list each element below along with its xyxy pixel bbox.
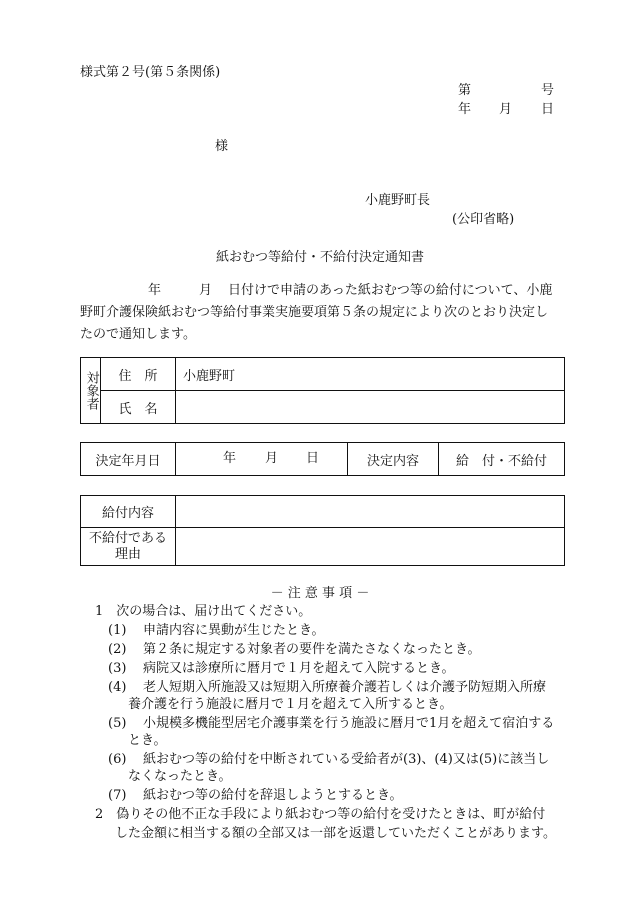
note-sub-5-text-2: とき。 — [128, 733, 167, 748]
name-value — [176, 391, 565, 424]
note-sub-5-text-1: 小規模多機能型居宅介護事業を行う施設に暦月で1月を超えて宿泊する — [143, 716, 555, 731]
note-sub-4-text-1: 老人短期入所施設又は短期入所療養介護若しくは介護予防短期入所療 — [143, 680, 547, 695]
notes-item-2-line-1: 2 偽りその他不正な手段により紙おむつ等の給付を受けたときは、町が給付 — [95, 807, 546, 822]
document-title: 紙おむつ等給付・不給付決定通知書 — [215, 250, 424, 265]
non-benefit-reason-label-line1: 不給付である — [88, 530, 167, 546]
note-sub-3-text: 病院又は診療所に暦月で１月を超えて入院するとき。 — [143, 661, 455, 676]
date-month: 月 — [499, 102, 513, 117]
addressee-suffix: 様 — [215, 139, 229, 154]
note-sub-7-text: 紙おむつ等の給付を辞退しようとするとき。 — [143, 788, 403, 803]
note-sub-6-text-1: 紙おむつ等の給付を中断されている受給者が(3)、(4)又は(5)に該当し — [143, 752, 550, 767]
decision-year: 年 — [223, 451, 237, 466]
note-sub-4-num: (4) — [108, 680, 127, 695]
date-day: 日 — [541, 102, 555, 117]
notes-item-2-line-2: した金額に相当する額の全部又は一部を返還していただくことがあります。 — [115, 826, 556, 841]
intro-year: 年 — [148, 283, 162, 298]
decision-content-label: 決定内容 — [348, 443, 439, 476]
seal-note: (公印省略) — [452, 212, 515, 227]
intro-line-3: たので通知します。 — [80, 327, 196, 342]
subject-table — [80, 357, 565, 424]
subject-side-label-cell — [81, 358, 101, 424]
name-label: 氏 名 — [101, 391, 176, 424]
subject-side-label: 対象者 — [83, 371, 99, 410]
note-sub-2-text: 第２条に規定する対象者の要件を満たさなくなったとき。 — [143, 642, 481, 657]
decision-content-value: 給 付・不給付 — [439, 443, 565, 476]
note-sub-6-text-2: なくなったとき。 — [128, 769, 232, 784]
form-label: 様式第２号(第５条関係) — [80, 65, 221, 80]
non-benefit-reason-label — [81, 528, 176, 566]
benefit-content-label: 給付内容 — [81, 496, 176, 528]
non-benefit-reason-label-line2: 理由 — [114, 546, 141, 562]
address-label: 住 所 — [101, 358, 176, 391]
notes-heading: － 注 意 事 項 － — [270, 586, 370, 601]
decision-table — [80, 442, 565, 476]
benefit-table — [80, 495, 565, 566]
notes-item-1: 1 次の場合は、届け出てください。 — [95, 604, 312, 619]
note-sub-1-num: (1) — [108, 623, 127, 638]
non-benefit-reason-value — [176, 528, 565, 566]
issuer: 小鹿野町長 — [365, 193, 431, 208]
note-sub-7-num: (7) — [108, 788, 127, 803]
note-sub-5-num: (5) — [108, 716, 127, 731]
intro-month: 月 — [199, 283, 213, 298]
intro-line-1: 日付けで申請のあった紙おむつ等の給付について、小鹿 — [228, 283, 553, 298]
note-sub-3-num: (3) — [108, 661, 127, 676]
decision-day: 日 — [306, 451, 320, 466]
benefit-content-value — [176, 496, 565, 528]
number-suffix: 号 — [541, 83, 555, 98]
decision-date-value — [176, 443, 348, 476]
decision-date-label: 決定年月日 — [81, 443, 176, 476]
intro-line-2: 野町介護保険紙おむつ等給付事業実施要項第５条の規定により次のとおり決定し — [80, 305, 549, 320]
note-sub-4-text-2: 養介護を行う施設に暦月で１月を超えて入所するとき。 — [128, 697, 453, 712]
number-prefix: 第 — [458, 83, 472, 98]
date-year: 年 — [458, 102, 472, 117]
note-sub-2-num: (2) — [108, 642, 127, 657]
note-sub-6-num: (6) — [108, 752, 127, 767]
decision-month: 月 — [265, 451, 279, 466]
note-sub-1-text: 申請内容に異動が生じたとき。 — [143, 623, 325, 638]
address-value: 小鹿野町 — [176, 358, 565, 391]
